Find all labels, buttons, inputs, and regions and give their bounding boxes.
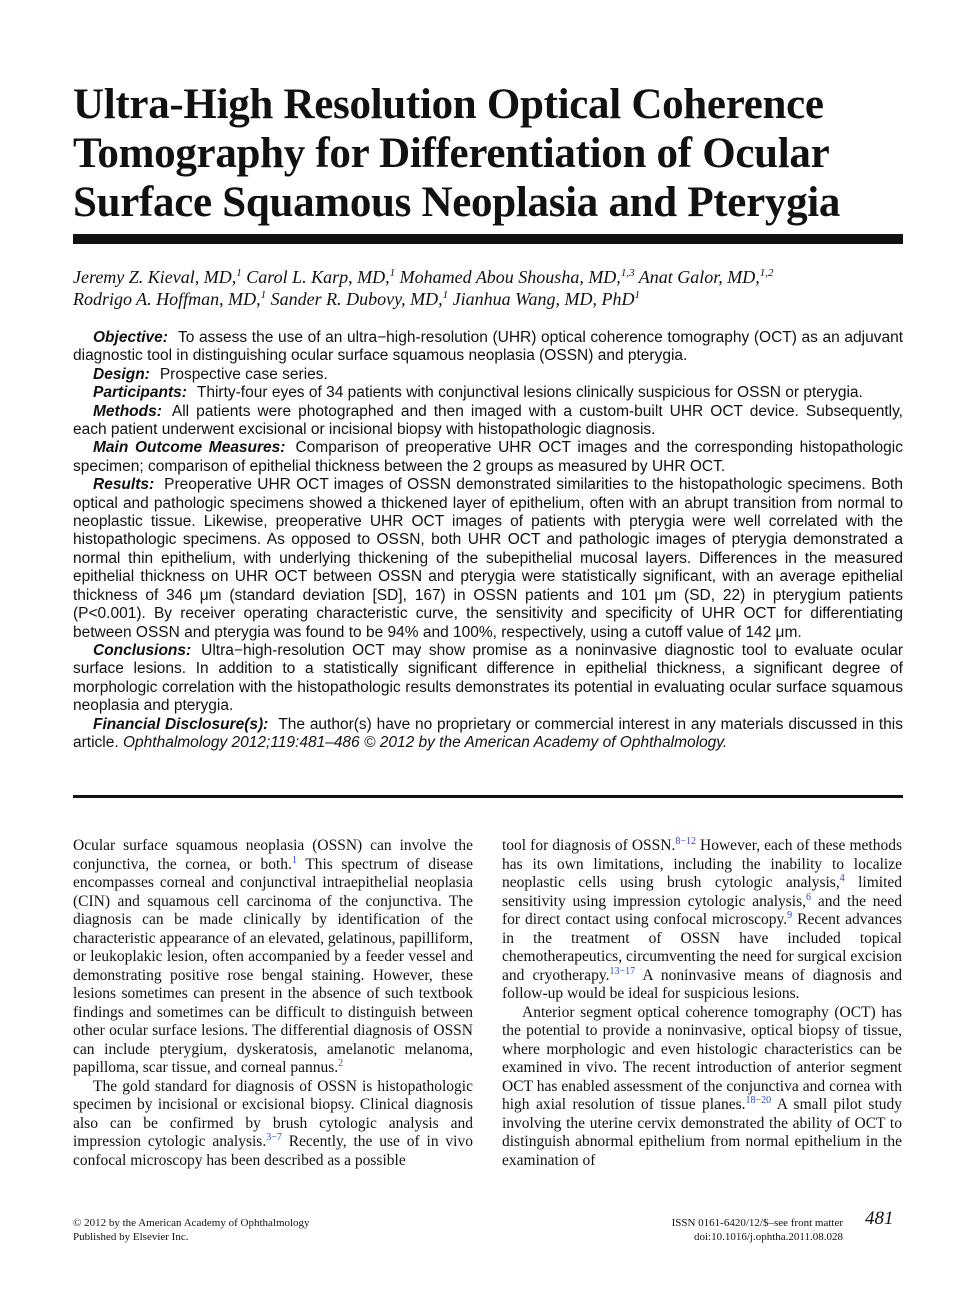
author-affiliation: 1 bbox=[442, 289, 449, 301]
author bbox=[271, 289, 448, 309]
author bbox=[453, 289, 640, 309]
reference-citation[interactable]: 9 bbox=[787, 909, 793, 921]
body-text: This spectrum of disease encompasses corneal and conjunctival intraepithelial neoplasia (CIN) and squamous cell carcinoma of the conjunctiva. The diagnosis can be made clinically by identification of the characteristic appearance of an elevated, gelatinous, papilliform, or leukoplakic lesion, often accompanied by a feeder vessel and demonstrating positive rose bengal staining. However, these lesions sometimes can present in the absence of such textbook findings and sometimes can be difficult to distinguish between other ocular surface lesions. The differential diagnosis of OSSN can include pterygium, dyskeratosis, amelanotic melanoma, papilloma, scar tissue, and corneal pannus. bbox=[73, 855, 473, 1076]
reference-citation[interactable]: 18−20 bbox=[745, 1094, 772, 1106]
abstract-results bbox=[73, 476, 903, 642]
author-name: Jianhua Wang, MD, PhD bbox=[452, 289, 635, 309]
body-text: and the need for direct contact using confocal microscopy. bbox=[502, 892, 903, 928]
body-text: tool for diagnosis of OSSN. bbox=[502, 837, 676, 854]
section-label: Participants: bbox=[93, 384, 187, 402]
section-text: All patients were photographed and then imaged with a custom-built UHR OCT device. Subsequently, each patient underwent excisional or incisional biopsy with histopathologic diagnosis. bbox=[73, 402, 903, 439]
author-affiliation: 1 bbox=[260, 289, 267, 301]
author-affiliation: 1 bbox=[236, 267, 242, 279]
section-text: Thirty-four eyes of 34 patients with conjunctival lesions clinically suspicious for OSSN or pterygia. bbox=[196, 384, 863, 402]
author-name: Carol L. Karp, MD, bbox=[246, 267, 390, 287]
section-label: Conclusions: bbox=[93, 641, 192, 659]
title-divider bbox=[73, 234, 903, 244]
abstract-design bbox=[73, 366, 903, 384]
section-text: Comparison of preoperative UHR OCT images and the corresponding histopathologic specimen; comparison of epithelial thickness between the 2 groups as measured by UHR OCT. bbox=[73, 439, 903, 475]
body-text: A noninvasive means of diagnosis and follow-up would be ideal for suspicious lesions. bbox=[502, 966, 902, 1002]
body-text: Anterior segment optical coherence tomography (OCT) has the potential to provide a noninvasive, optical biopsy of tissue, where morphologic and even histologic characteristics can be examined in vivo. The recent introduction of anterior segment OCT has enabled assessment of the conjunctiva and cornea with high axial resolution of tissue planes. bbox=[502, 1003, 902, 1113]
section-text: The author(s) have no proprietary or commercial interest in any materials discussed in this article. bbox=[73, 715, 903, 751]
abstract-objective bbox=[73, 329, 903, 366]
author-name: Anat Galor, MD, bbox=[638, 267, 760, 287]
body-paragraph bbox=[73, 1078, 473, 1171]
abstract-disclosure bbox=[73, 716, 903, 753]
author bbox=[246, 267, 395, 287]
doi-line: doi:10.1016/j.ophtha.2011.08.028 bbox=[693, 1231, 843, 1243]
page-number: 481 bbox=[865, 1208, 894, 1229]
author-name: Jeremy Z. Kieval, MD, bbox=[73, 267, 237, 287]
body-paragraph bbox=[73, 837, 473, 1078]
author-name: Sander R. Dubovy, MD, bbox=[270, 289, 443, 309]
section-text: Prospective case series. bbox=[159, 365, 328, 383]
journal-citation: Ophthalmology 2012;119:481–486 © 2012 by the American Academy of Ophthalmology. bbox=[122, 733, 728, 751]
section-label: Main Outcome Measures: bbox=[93, 439, 286, 457]
section-text: To assess the use of an ultra−high-resolution (UHR) optical coherence tomography (OCT) as an adjuvant diagnostic tool in distinguishing ocular surface squamous neoplasia (OSSN) and pterygia. bbox=[73, 329, 903, 365]
abstract-outcome bbox=[73, 439, 903, 476]
reference-citation[interactable]: 3−7 bbox=[266, 1131, 282, 1143]
author bbox=[400, 267, 635, 287]
section-label: Objective: bbox=[93, 329, 168, 346]
reference-citation[interactable]: 8−12 bbox=[675, 835, 696, 847]
abstract-conclusions bbox=[73, 642, 903, 716]
section-text: Preoperative UHR OCT images of OSSN demonstrated similarities to the histopathologic specimens. Both optical and pathologic specimens showed a thickened layer of epithelium, often with an abrupt transition from normal to neoplastic tissue. Likewise, preoperative UHR OCT images of patients with pterygia were well correlated with the histopathologic specimens. As opposed to OSSN, both UHR OCT and pathologic images of pterygia demonstrated a normal thin epithelium, with underlying thickening of the subepithelial mucosal layers. Differences in the measured epithelial thickness on UHR OCT between OSSN and pterygia were statistically significant, with an average epithelial thickness of 346 μm (standard deviation [SD], 167) in OSSN patients and 101 μm (SD, 22) in pterygium patients (P<0.001). By receiver operating characteristic curve, the sensitivity and specificity of UHR OCT for differentiating between OSSN and pterygia was found to be 94% and 100%, respectively, using a cutoff value of 142 μm. bbox=[73, 476, 903, 641]
publisher-line: Published by Elsevier Inc. bbox=[73, 1231, 189, 1243]
reference-citation[interactable]: 13−17 bbox=[609, 965, 636, 977]
section-text: Ultra−high-resolution OCT may show promise as a noninvasive diagnostic tool to evaluate ocular surface lesions. In addition to a statistically significant difference in epithelial thickness, a significant degree of morphologic correlation with the histopathologic results demonstrates its potential in evaluating ocular surface squamous neoplasia and pterygia. bbox=[73, 641, 903, 715]
body-text: Ocular surface squamous neoplasia (OSSN) can involve the conjunctiva, the cornea, or both. bbox=[73, 837, 473, 873]
body-text: The gold standard for diagnosis of OSSN is histopathologic specimen by incisional or excisional biopsy. Clinical diagnosis also can be confirmed by brush cytologic analysis and impression cytologic analysis. bbox=[73, 1077, 473, 1150]
footer-right bbox=[600, 1216, 843, 1244]
copyright-line: © 2012 by the American Academy of Ophthalmology bbox=[73, 1217, 310, 1229]
abstract-divider bbox=[73, 795, 903, 798]
abstract-methods bbox=[73, 403, 903, 440]
reference-citation[interactable]: 4 bbox=[839, 872, 845, 884]
body-text: However, each of these methods has its own limitations, including the inability to localize neoplastic cells using brush cytologic analysis, bbox=[502, 837, 902, 891]
reference-citation[interactable]: 6 bbox=[806, 891, 812, 903]
issn-line: ISSN 0161-6420/12/$–see front matter bbox=[671, 1217, 843, 1229]
author-list bbox=[73, 266, 903, 310]
author-name: Mohamed Abou Shousha, MD, bbox=[399, 267, 621, 287]
author-affiliation: 1 bbox=[634, 289, 640, 301]
section-label: Design: bbox=[93, 365, 150, 383]
author-affiliation: 1,3 bbox=[620, 267, 635, 279]
abstract bbox=[73, 329, 903, 752]
reference-citation[interactable]: 1 bbox=[291, 854, 297, 866]
author bbox=[639, 267, 774, 287]
section-label: Results: bbox=[93, 476, 155, 494]
body-text: Recent advances in the treatment of OSSN have included topical chemotherapeutics, circumventing the need for surgical excision and cryotherapy. bbox=[502, 911, 902, 984]
body-column-right bbox=[502, 837, 902, 1170]
body-text: limited sensitivity using impression cytologic analysis, bbox=[502, 874, 903, 910]
body-paragraph bbox=[502, 1004, 902, 1171]
body-text: Recently, the use of in vivo confocal microscopy has been described as a possible bbox=[73, 1133, 473, 1169]
section-label: Financial Disclosure(s): bbox=[93, 715, 269, 733]
article-title: Ultra-High Resolution Optical Coherence Tomography for Differentiation of Ocular Surface Squamous Neoplasia and Pterygia bbox=[73, 81, 841, 226]
body-paragraph bbox=[502, 837, 902, 1004]
section-label: Methods: bbox=[93, 402, 162, 420]
author-name: Rodrigo A. Hoffman, MD, bbox=[73, 289, 261, 309]
author bbox=[73, 267, 242, 287]
author-affiliation: 1 bbox=[389, 267, 396, 279]
reference-citation[interactable]: 2 bbox=[338, 1057, 344, 1069]
body-column-left bbox=[73, 837, 473, 1170]
footer-left bbox=[73, 1216, 310, 1244]
author-affiliation: 1,2 bbox=[759, 267, 774, 279]
abstract-participants bbox=[73, 384, 903, 402]
body-text: A small pilot study involving the uterine cervix demonstrated the ability of OCT to distinguish abnormal epithelium from normal epithelium in the examination of bbox=[502, 1096, 902, 1169]
author bbox=[73, 289, 266, 309]
